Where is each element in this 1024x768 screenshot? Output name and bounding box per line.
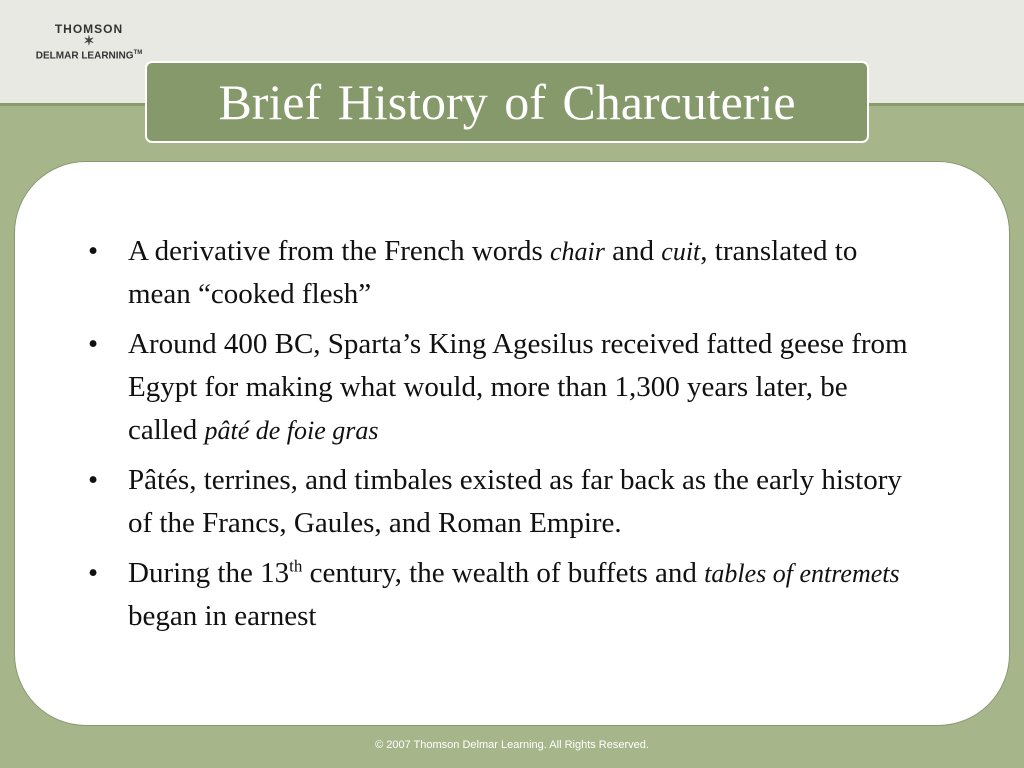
logo-trademark: TM: [133, 50, 143, 56]
content-panel: [14, 161, 1010, 726]
bullet-dot-icon: •: [88, 464, 99, 496]
logo-line-delmar: [24, 46, 154, 63]
bullet-text-segment: Pâtés, terrines, and timbales existed as far back as the early history of the Francs, Gaules, and Roman Empire.: [128, 464, 902, 539]
bullet-item: [88, 230, 918, 316]
bullet-text-segment: A derivative from the French words: [128, 235, 551, 267]
bullet-text-segment: century, the wealth of buffets and: [302, 557, 705, 589]
bullet-text-segment: Around 400 BC, Sparta’s King Agesilus received fatted geese from Egypt for making what would, more than 1,300 years later, be called: [128, 328, 908, 446]
bullet-text-segment: cuit: [661, 237, 701, 266]
bullet-text-segment: chair: [550, 237, 605, 266]
bullet-text-segment: tables of entremets: [704, 559, 900, 588]
bullet-dot-icon: •: [88, 557, 99, 589]
bullet-text-segment: th: [289, 556, 303, 576]
bullet-text-segment: and: [604, 235, 662, 267]
bullet-item: [88, 459, 918, 545]
slide-title-box: [145, 61, 869, 143]
logo-star-icon: ✶: [83, 33, 95, 48]
bullet-text-segment: , translated to mean “cooked flesh”: [128, 235, 858, 310]
logo-delmar-text: DELMAR LEARNING: [35, 50, 134, 62]
bullet-text-segment: During the 13: [128, 557, 290, 589]
publisher-logo: [24, 22, 154, 63]
slide-title: Brief History of Charcuterie: [218, 74, 796, 130]
bullet-list: [88, 230, 918, 645]
bullet-dot-icon: •: [88, 235, 99, 267]
bullet-item: [88, 323, 918, 452]
bullet-item: [88, 552, 918, 638]
copyright-footer: © 2007 Thomson Delmar Learning. All Rights Reserved.: [375, 739, 649, 751]
bullet-text-segment: began in earnest: [128, 600, 317, 632]
bullet-dot-icon: •: [88, 328, 99, 360]
bullet-text-segment: pâté de foie gras: [204, 416, 379, 445]
logo-line-thomson: THOMSON: [54, 22, 124, 36]
